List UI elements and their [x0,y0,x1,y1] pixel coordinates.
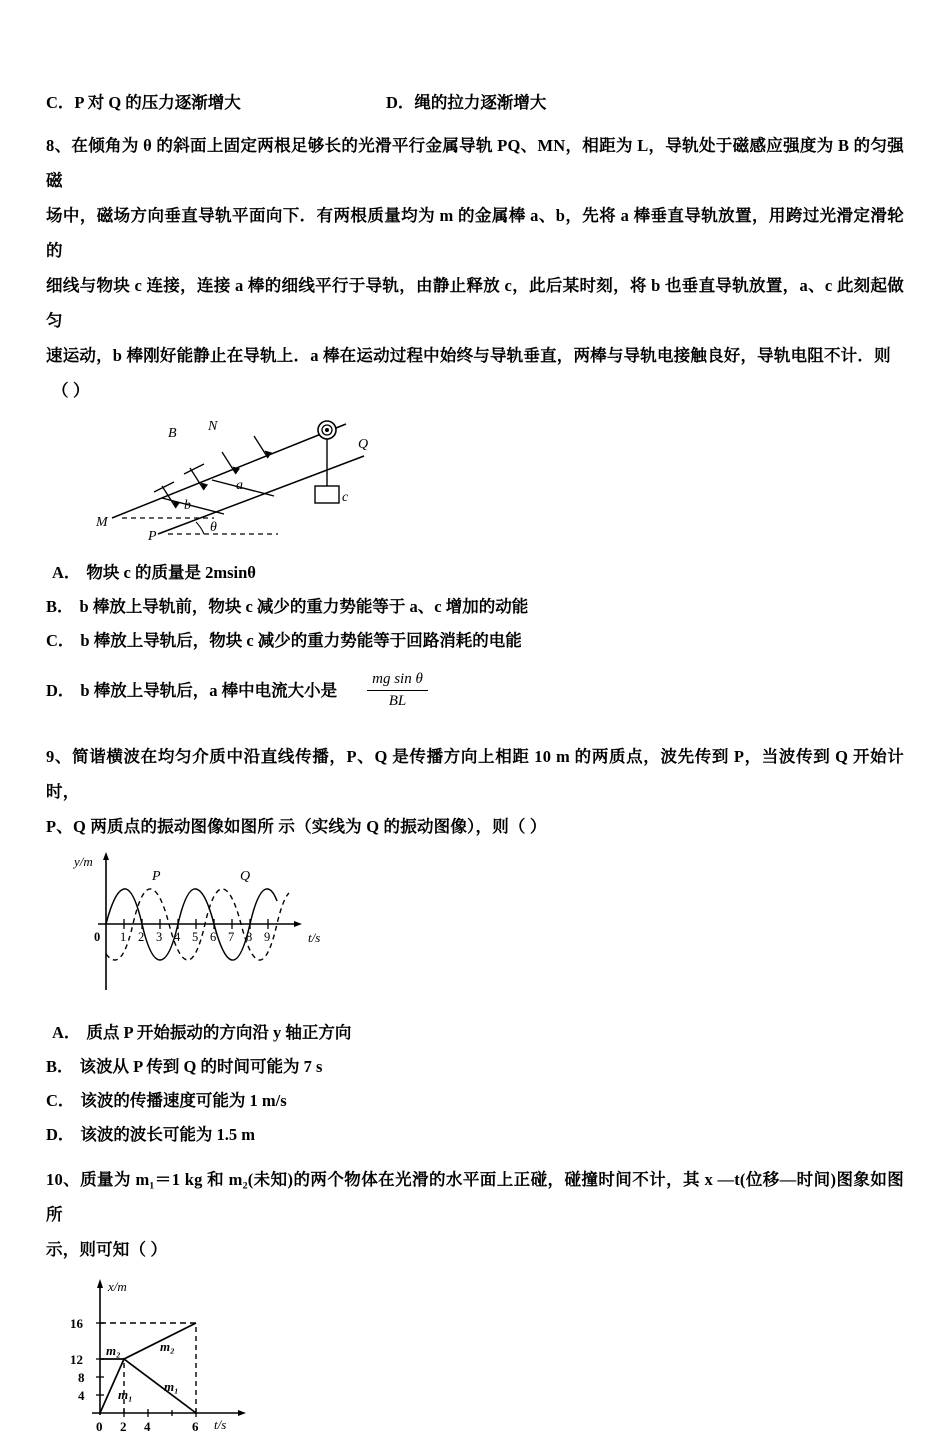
label-c: c [342,490,349,505]
exam-page [0,86,950,1434]
q8-option-b-text: b 棒放上导轨前，物块 c 减少的重力势能等于 a、c 增加的动能 [79,597,529,616]
inclined-rails-diagram [96,412,396,540]
label-N: N [208,419,218,434]
q8-option-d-text: b 棒放上导轨后，a 棒中电流大小是 [80,681,338,701]
y-tick-4: 4 [78,1387,85,1403]
theta-arc [196,522,204,534]
q10-stem-line-2: 示，则可知（ ） [46,1239,168,1259]
q8-option-a [46,556,904,590]
label-b: b [184,498,191,513]
q9-option-d-text: 该波的波长可能为 1.5 m [80,1124,256,1144]
fraction-numerator: mg sin θ [367,670,428,691]
q9-option-d-label: D． [46,1124,75,1144]
q9-stem-line-2: P、Q 两质点的振动图像如图所 示（实线为 Q 的振动图像），则（ ） [46,816,547,836]
q9-option-b-text: 该波从 P 传到 Q 的时间可能为 7 s [79,1056,323,1076]
x-tick-5: 5 [192,929,199,944]
x-axis-arrow [294,921,302,927]
label-B: B [168,426,177,441]
q8-option-d [46,672,904,713]
y-axis-arrow [103,852,109,860]
q9-option-b-label: B． [46,1056,74,1076]
q9-figure-oscillation-graph [68,850,904,998]
q9-option-b [46,1050,904,1084]
q9-option-c-text: 该波的传播速度可能为 1 m/s [80,1090,287,1110]
series-label-m1-right: m₁ [164,1378,179,1394]
q8-option-b-label: B． [46,597,74,616]
series-label-q: Q [240,868,251,884]
q8-stem-line-5: （ ） [52,381,90,400]
x-tick-1: 1 [120,929,127,944]
y-axis-label: y/m [74,853,93,869]
x-tick-2: 2 [138,929,145,944]
x-tick-2: 2 [120,1418,127,1434]
q9-option-a-text: 质点 P 开始振动的方向沿 y 轴正方向 [86,1022,352,1042]
label-theta: θ [210,520,217,535]
q7-option-c: C．P 对 Q 的压力逐渐增大 [46,93,241,112]
series-m1-line [100,1359,196,1413]
q8-option-c-label: C． [46,631,75,650]
q9-option-d [46,1118,904,1152]
q8-option-a-text: 物块 c 的质量是 2msinθ [86,563,256,582]
q10-number: 10、 [46,1169,81,1189]
question-10 [46,1162,904,1439]
x-tick-0: 0 [94,929,101,944]
xt-chart [64,1269,284,1439]
q9-option-a [46,1016,904,1050]
label-M: M [96,515,108,530]
oscillation-chart [68,850,348,998]
x-tick-6: 6 [192,1418,199,1434]
q8-stem-line-4: 速运动，b 棒刚好能静止在导轨上．a 棒在运动过程中始终与导轨垂直，两棒与导轨电接触良好，导轨电阻不计．则 [46,346,891,365]
q8-option-d-fraction [367,670,428,711]
series-label-m1-left: m₁ [118,1386,133,1402]
label-Q: Q [358,437,369,452]
question-8 [46,128,904,713]
q8-option-c-text: b 棒放上导轨后，物块 c 减少的重力势能等于回路消耗的电能 [80,631,522,650]
q9-stem-line-1: 9、简谐横波在均匀介质中沿直线传播，P、Q 是传播方向上相距 10 m 的两质点，波先传到 P，当波传到 Q 开始计时， [46,746,904,801]
y-axis-arrow [97,1279,103,1288]
q7-options-row [46,86,904,120]
x-axis-label: t/s [308,929,321,945]
series-label-m2-right: m₂ [160,1338,175,1354]
q9-option-c-label: C． [46,1090,75,1110]
y-tick-16: 16 [70,1315,83,1331]
label-a: a [236,478,243,493]
x-tick-0: 0 [96,1418,103,1434]
x-axis-arrow [238,1410,246,1416]
q8-stem-line-3: 细线与物块 c 连接，连接 a 棒的细线平行于导轨，由静止释放 c，此后某时刻，将 b 也垂直导轨放置，a、c 此刻起做匀 [46,276,904,330]
q8-figure-inclined-rails [96,412,904,540]
q8-option-d-label: D． [46,681,75,701]
q8-option-b [46,590,904,624]
y-tick-8: 8 [78,1369,85,1385]
series-label-p: P [152,868,161,884]
series-label-m2-left: m₂ [106,1342,121,1358]
q8-option-c [46,624,904,658]
q9-option-a-label: A． [52,1022,81,1042]
x-tick-3: 3 [156,929,163,944]
y-axis-label: x/m [108,1278,127,1294]
x-tick-7: 7 [228,929,235,944]
x-tick-9: 9 [264,929,271,944]
x-tick-8: 8 [246,929,253,944]
q10-figure-xt-graph [64,1269,904,1439]
pulley-icon [318,421,336,439]
q8-stem-line-2: 场中，磁场方向垂直导轨平面向下．有两根质量均为 m 的金属棒 a、b，先将 a 棒垂直导轨放置，用跨过光滑定滑轮的 [46,206,904,260]
q10-stem-line-1: 10、质量为 m₁＝1 kg 和 m₂(未知)的两个物体在光滑的水平面上正碰，碰撞时间不计，其 x —t(位移—时间)图象如图所 [46,1169,904,1224]
label-P: P [148,529,157,540]
q9-number: 9、 [46,746,73,766]
x-tick-4: 4 [144,1418,151,1434]
q8-option-a-label: A． [52,563,81,582]
q7-option-d: D．绳的拉力逐渐增大 [386,93,547,112]
y-tick-12: 12 [70,1351,83,1367]
x-axis-label: t/s [214,1416,227,1432]
rail-mn [112,424,346,518]
x-tick-4: 4 [174,929,181,944]
block-c [315,486,339,503]
x-tick-6: 6 [210,929,217,944]
q8-stem-line-1: 8、在倾角为 θ 的斜面上固定两根足够长的光滑平行金属导轨 PQ、MN，相距为 L，导轨处于磁感应强度为 B 的匀强磁 [46,136,904,190]
bar-a [212,480,274,496]
fraction-denominator: BL [388,692,407,709]
q8-number: 8、 [46,136,72,155]
q9-option-c [46,1084,904,1118]
question-9 [46,739,904,1152]
